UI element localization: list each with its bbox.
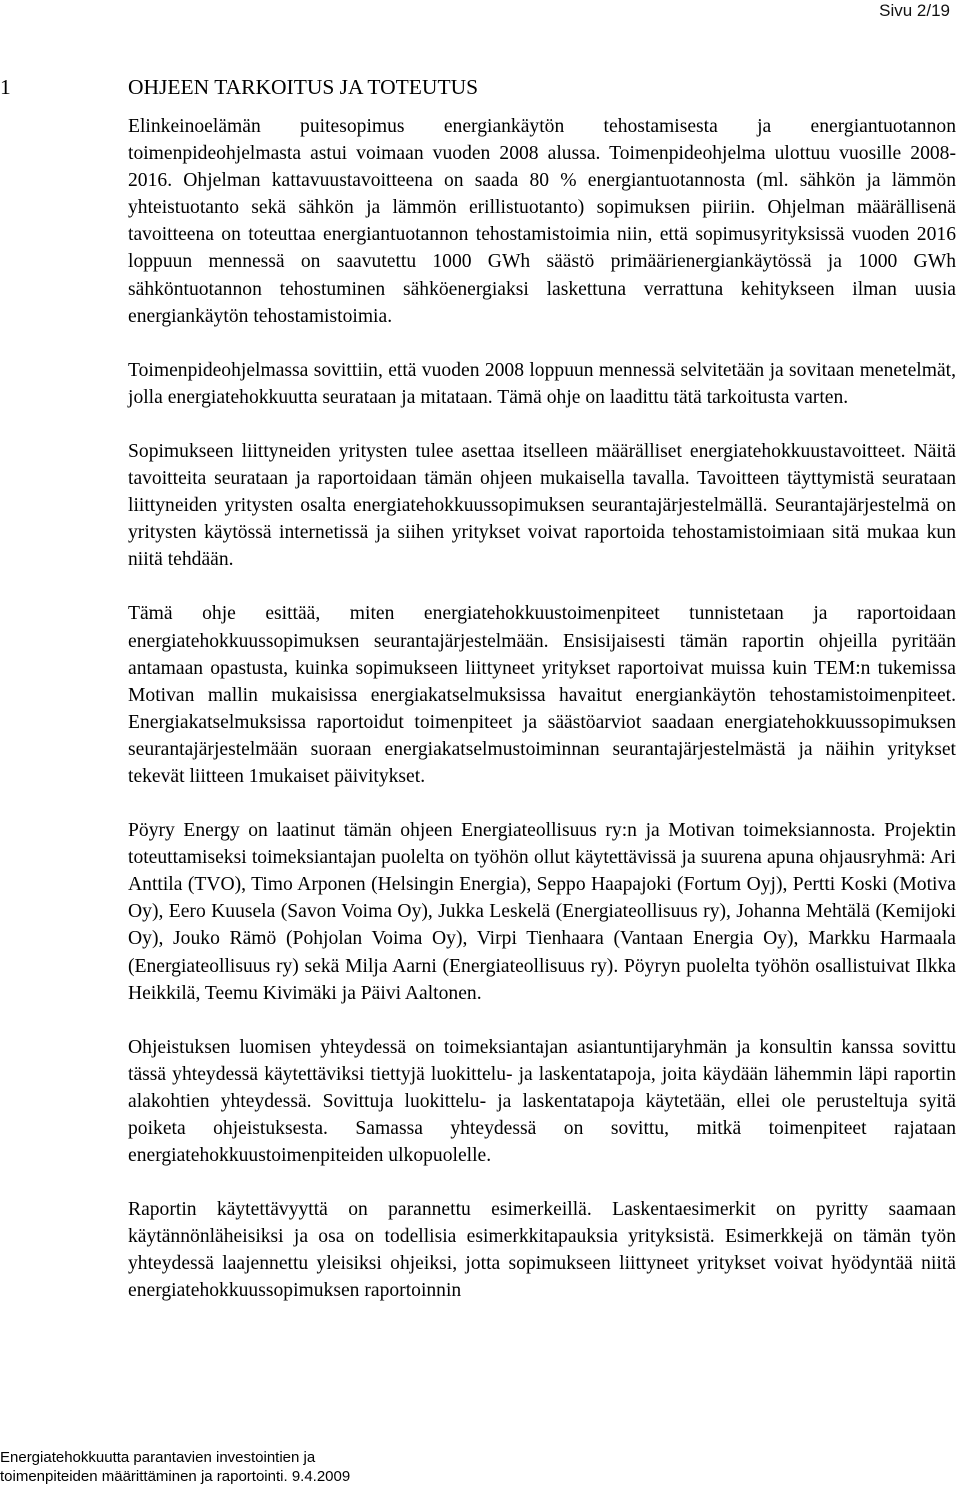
paragraph: Toimenpideohjelmassa sovittiin, että vuoden 2008 loppuun mennessä selvitetään ja sovitaan menetelmät, jolla energiatehokkuutta seurataan ja mitataan. Tämä ohje on laadittu tätä tarkoitusta varten. [128, 359, 956, 408]
paragraph: Tämä ohje esittää, miten energiatehokkuustoimenpiteet tunnistetaan ja raportoidaan energiatehokkuussopimuksen seurantajärjestelmään. Ensisijaisesti tämän raportin ohjeilla pyritään antamaan opastusta, kuinka sopimukseen liittyneet yritykset raportoivat muissa kuin TEM:n tukemissa Motivan mallin mukaisissa energiakatselmuksissa havaitut energiankäytön tehostamistoimenpiteet. Energiakatselmuksissa raportoidut toimenpiteet ja säästöarviot saadaan energiatehokkuussopimuksen seurantajärjestelmään suoraan energiakatselmustoiminnan seurantajärjestelmästä ja näihin yritykset tekevät liitteen 1mukaiset päivitykset. [128, 603, 956, 787]
paragraph: Sopimukseen liittyneiden yritysten tulee asettaa itselleen määrälliset energiatehokkuustavoitteet. Näitä tavoitteita seurataan ja raportoidaan tämän ohjeen mukaisella tavalla. Tavoitteen täyttymistä seurataan liittyneiden yritysten osalta energiatehokkuussopimuksen seurantajärjestelmällä. Seurantajärjestelmä on yritysten käytössä internetissä ja siihen yritykset voivat raportoida tehostamistoimiaan sitä mukaa kun niitä tehdään. [128, 440, 956, 571]
section-title: OHJEEN TARKOITUS JA TOTEUTUS [128, 75, 479, 99]
footer-line: toimenpiteiden määrittäminen ja raportointi. 9.4.2009 [0, 1468, 351, 1485]
section-number: 1 [0, 75, 11, 99]
footer-line: Energiatehokkuutta parantavien investointien ja [0, 1449, 316, 1466]
body-text [128, 113, 956, 1305]
section-heading [0, 73, 960, 101]
page-footer [0, 1448, 350, 1486]
paragraph: Raportin käytettävyyttä on parannettu esimerkeillä. Laskentaesimerkit on pyritty saamaan käytännönläheisiksi ja osa on todellisia esimerkkitapauksia yrityksistä. Esimerkkejä on tämän työn yhteydessä laajennettu yleisiksi ohjeiksi, jotta sopimukseen liittyneet yritykset voivat hyödyntää niitä energiatehokkuussopimuksen raportoinnin [128, 1199, 956, 1302]
paragraph: Pöyry Energy on laatinut tämän ohjeen Energiateollisuus ry:n ja Motivan toimeksiannosta. Projektin toteuttamiseksi toimeksiantajan puolelta on työhön ollut käytettävissä ja suurena apuna ohjausryhmä: Ari Anttila (TVO), Timo Arponen (Helsingin Energia), Seppo Haapajoki (Fortum Oyj), Pertti Koski (Motiva Oy), Eero Kuusela (Savon Voima Oy), Jukka Leskelä (Energiateollisuus ry), Johanna Mehtälä (Kemijoki Oy), Jouko Rämö (Pohjolan Voima Oy), Virpi Tienhaara (Vantaan Energia Oy), Markku Harmaala (Energiateollisuus ry) sekä Milja Aarni (Energiateollisuus ry). Pöyryn puolelta työhön osallistuivat Ilkka Heikkilä, Teemu Kivimäki ja Päivi Aaltonen. [128, 820, 956, 1004]
page-number: Sivu 2/19 [879, 1, 950, 20]
paragraph: Elinkeinoelämän puitesopimus energiankäytön tehostamisesta ja energiantuotannon toimenpideohjelmasta astui voimaan vuoden 2008 alussa. Toimenpideohjelma ulottuu vuosille 2008-2016. Ohjelman kattavuustavoitteena on saada 80 % energiantuotannosta (ml. sähkön ja lämmön yhteistuotanto sekä sähkön ja lämmön erillistuotanto) sopimuksen piiriin. Ohjelman määrällisenä tavoitteena on toteuttaa energiantuotannon tehostamistoimia niin, että sopimusyrityksissä vuoden 2016 loppuun mennessä on saavutettu 1000 GWh säästö primäärienergiankäytössä ja 1000 GWh sähköntuotannon tehostuminen sähköenergiaksi laskettuna verrattuna kehitykseen ilman uusia energiankäytön tehostamistoimia. [128, 116, 956, 327]
paragraph: Ohjeistuksen luomisen yhteydessä on toimeksiantajan asiantuntijaryhmän ja konsultin kanssa sovittu tässä yhteydessä käytettäviksi tiettyjä luokittelu- ja laskentatapoja, joita käydään lähemmin läpi raportin alakohtien yhteydessä. Sovittuja luokittelu- ja laskentatapoja käytetään, ellei ole perusteltuja syitä poiketa ohjeistuksesta. Samassa yhteydessä on sovittu, mitkä toimenpiteet rajataan energiatehokkuustoimenpiteiden ulkopuolelle. [128, 1036, 956, 1167]
